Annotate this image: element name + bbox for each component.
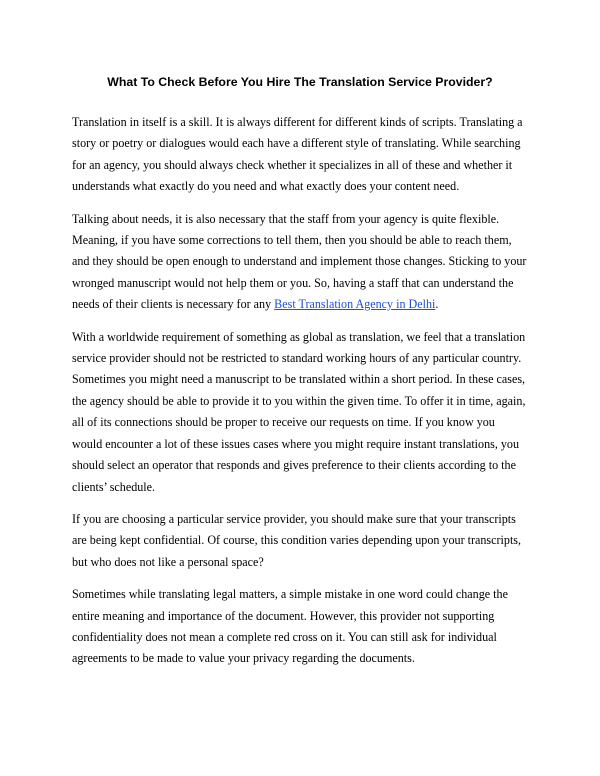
best-translation-agency-link[interactable]: Best Translation Agency in Delhi [274,297,436,312]
paragraph-legal: Sometimes while translating legal matters, a simple mistake in one word could change the entire meaning and importance of the document. However, this provider not supporting confidentiality does not mean a complete red cross on it. You can still ask for individual agreements to be made to value your privacy regarding the documents. [72,587,508,666]
paragraph-needs-end: . [435,297,439,312]
paragraph-needs [72,209,528,316]
page-title: What To Check Before You Hire The Translation Service Provider? [107,75,493,89]
paragraph-needs-text: Talking about needs, it is also necessary that the staff from your agency is quite flexible. Meaning, if you have some corrections to tell them, then you should be able to reach them, and they should be open enough to understand and implement those changes. Sticking to your wronged manuscript would not help them or you. So, having a staff that can understand the needs of their clients is necessary for any [72,211,527,312]
paragraph-intro: Translation in itself is a skill. It is always different for different kinds of scripts. Translating a story or poetry or dialogues would each have a different style of translating. While searching for an agency, you should always check whether it specializes in all of these and whether it understands what exactly do you need and what exactly does your content need. [72,115,523,194]
paragraph-worldwide: With a worldwide requirement of something as global as translation, we feel that a translation service provider should not be restricted to standard working hours of any particular country. Sometimes you might need a manuscript to be translated within a short period. In these cases, the agency should be able to provide it to you within the given time. To offer it in time, again, all of its connections should be proper to receive our requests on time. If you know you would encounter a lot of these issues cases where you might require instant translations, you should select an operator that responds and gives preference to their clients according to the clients’ schedule. [72,329,526,494]
paragraph-confidential: If you are choosing a particular service provider, you should make sure that your transcripts are being kept confidential. Of course, this condition varies depending upon your transcripts, but who does not like a personal space? [72,511,522,569]
